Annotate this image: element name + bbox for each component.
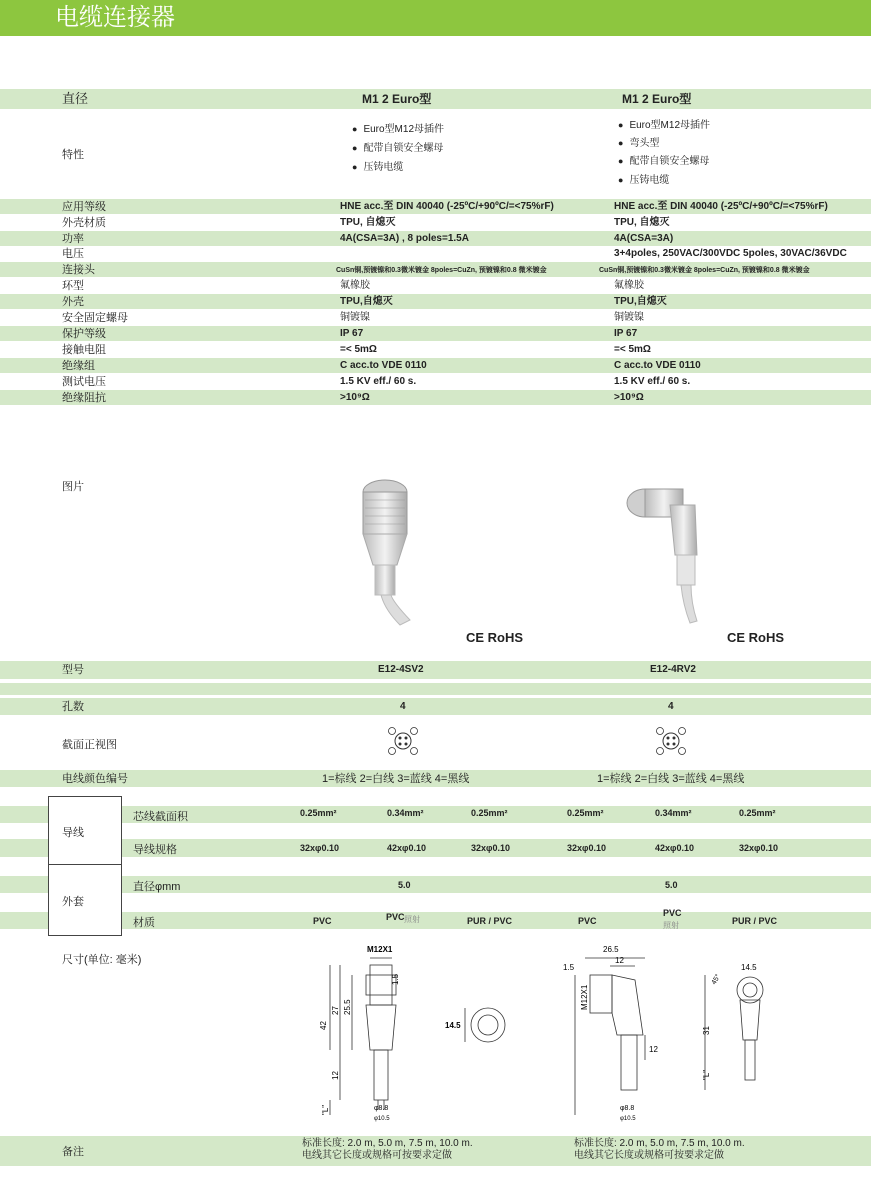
dim-text: 12 xyxy=(649,1045,658,1054)
spec-col1: IP 67 xyxy=(340,328,364,339)
spec-col2: TPU,自熄灭 xyxy=(614,296,667,307)
mat-value: 照射 xyxy=(663,921,679,930)
spec-label: 应用等级 xyxy=(62,201,106,213)
spec-value: 32xφ0.10 xyxy=(300,843,339,853)
dim-text: φ8.8 xyxy=(374,1105,389,1112)
spec-col1: 4A(CSA=3A) , 8 poles=1.5A xyxy=(340,233,469,244)
dimension-drawing-straight xyxy=(300,940,530,1130)
feature-item: ● 配带自锁安全螺母 xyxy=(618,154,709,169)
feature-item: ● 配带自锁安全螺母 xyxy=(352,141,443,156)
spec-label: 绝缘阻抗 xyxy=(62,392,106,404)
jacket-group-box xyxy=(48,864,122,936)
spec-label: 保护等级 xyxy=(62,328,106,340)
cross-value: 0.34mm² xyxy=(655,808,692,818)
feature-item: ● 压铸电缆 xyxy=(618,173,669,188)
cross-label: 芯线截面积 xyxy=(133,811,188,823)
spacer-row xyxy=(0,823,871,837)
jacket-label: 外套 xyxy=(62,896,84,908)
model-label: 型号 xyxy=(62,664,84,676)
spec-col2: =< 5mΩ xyxy=(614,344,651,355)
spec-label: 接触电阻 xyxy=(62,344,106,356)
spec-row xyxy=(0,342,871,357)
picture-label: 图片 xyxy=(62,481,84,493)
wire-group-box xyxy=(48,796,122,866)
wire-colors-label: 电线颜色编号 xyxy=(62,773,128,785)
mat-value: PUR / PVC xyxy=(467,916,513,926)
wire-colors-col2: 1=棕线 2=白线 3=蓝线 4=黑线 xyxy=(597,773,745,785)
mat-value: PUR / PVC xyxy=(732,916,778,926)
cross-value: 0.25mm² xyxy=(567,808,604,818)
diameter-col1: M1 2 Euro型 xyxy=(362,92,432,106)
dim-text: "L" xyxy=(702,1069,711,1080)
spec-col2: 3+4poles, 250VAC/300VDC 5poles, 30VAC/36VDC xyxy=(614,248,847,259)
features-row xyxy=(0,112,871,198)
page-title: 电缆连接器 xyxy=(55,4,175,31)
diameter-label: 直径 xyxy=(62,91,89,106)
pin-layout-icon xyxy=(385,725,421,757)
dimension-drawing-angled xyxy=(555,940,815,1130)
spec-label: 外壳 xyxy=(62,296,84,308)
dim-text: 42 xyxy=(319,1021,328,1030)
ce-rohs-mark: CE RoHS xyxy=(466,630,524,645)
spec-row xyxy=(0,262,871,277)
section-label: 截面正视图 xyxy=(62,739,117,751)
model-col2: E12-4RV2 xyxy=(650,664,696,675)
dim-text: 14.5 xyxy=(445,1021,461,1030)
spec-label: 导线规格 xyxy=(133,844,177,856)
feature-item: ● Euro型M12母插件 xyxy=(618,118,710,133)
cross-value: 0.34mm² xyxy=(387,808,424,818)
dim-text: 31 xyxy=(702,1026,711,1035)
pin-layout-icon xyxy=(653,725,689,757)
dim-text: 14.5 xyxy=(741,963,757,972)
spec-col2: 4A(CSA=3A) xyxy=(614,233,674,244)
spec-row xyxy=(0,231,871,246)
spec-row xyxy=(0,199,871,214)
spec-col2: >10⁹Ω xyxy=(614,392,644,403)
feature-item: ● 弯头型 xyxy=(618,136,659,151)
pins-col2: 4 xyxy=(668,701,674,712)
spec-row xyxy=(0,278,871,293)
model-col1: E12-4SV2 xyxy=(378,664,424,675)
mat-value: 照射 xyxy=(404,915,420,924)
spec-label: 安全固定螺母 xyxy=(62,312,128,324)
spec-value: 32xφ0.10 xyxy=(567,843,606,853)
spec-value: 32xφ0.10 xyxy=(739,843,778,853)
spec-row xyxy=(0,326,871,341)
dim-text: M12X1 xyxy=(367,945,393,954)
spec-label: 连接头 xyxy=(62,264,95,276)
connector-angled-photo xyxy=(615,475,725,625)
dia-row xyxy=(0,876,871,893)
mat-value: PVC xyxy=(663,908,682,918)
diameter-col2: M1 2 Euro型 xyxy=(622,92,692,106)
mat-label: 材质 xyxy=(133,917,155,929)
spec-col1: TPU,自熄灭 xyxy=(340,296,393,307)
dim-text: 12 xyxy=(331,1071,340,1080)
dim-text: φ10.5 xyxy=(374,1116,390,1122)
dim-text: 25.5 xyxy=(343,999,352,1015)
remark-line: 电线其它长度或规格可按要求定做 xyxy=(302,1150,452,1161)
spec-row xyxy=(0,215,871,230)
spec-col2: 氟橡胶 xyxy=(614,280,644,291)
spec-row xyxy=(0,246,871,261)
spec-row xyxy=(0,294,871,309)
feature-item: ● 压铸电缆 xyxy=(352,160,403,175)
wire-colors-row xyxy=(0,770,871,787)
remark-label: 备注 xyxy=(62,1146,84,1158)
remark-line: 标准长度: 2.0 m, 5.0 m, 7.5 m, 10.0 m. xyxy=(302,1138,473,1149)
spec-label: 绝缘组 xyxy=(62,360,95,372)
mat-value: PVC xyxy=(313,916,332,926)
spec-value: 42xφ0.10 xyxy=(655,843,694,853)
cross-value: 0.25mm² xyxy=(471,808,508,818)
spec-row xyxy=(0,374,871,389)
spec-label: 测试电压 xyxy=(62,376,106,388)
features-label: 特性 xyxy=(62,149,84,161)
spec-label: 电压 xyxy=(62,248,84,260)
dim-text: M12X1 xyxy=(580,984,589,1010)
remark-line: 电线其它长度或规格可按要求定做 xyxy=(574,1150,724,1161)
dims-label: 尺寸(单位: 毫米) xyxy=(62,954,142,966)
connector-straight-photo xyxy=(355,470,445,630)
spec-label: 外壳材质 xyxy=(62,217,106,229)
dia-value: 5.0 xyxy=(398,880,411,890)
wire-colors-col1: 1=棕线 2=白线 3=蓝线 4=黑线 xyxy=(322,773,470,785)
remark-row xyxy=(0,1136,871,1166)
dim-text: 1.5 xyxy=(563,963,575,972)
dim-text: φ10.5 xyxy=(620,1116,636,1122)
ce-rohs-mark: CE RoHS xyxy=(727,630,785,645)
spec-col2: HNE acc.至 DIN 40040 (-25ºC/+90ºC/=<75%rF) xyxy=(614,201,828,212)
spec-col1: TPU, 自熄灭 xyxy=(340,217,396,228)
spacer-row xyxy=(0,683,871,695)
spec-col2: 1.5 KV eff./ 60 s. xyxy=(614,376,691,387)
spec-col1: 铜镀镍 xyxy=(340,312,370,323)
pins-col1: 4 xyxy=(400,701,406,712)
spec-row xyxy=(0,310,871,325)
remark-line: 标准长度: 2.0 m, 5.0 m, 7.5 m, 10.0 m. xyxy=(574,1138,745,1149)
pins-label: 孔数 xyxy=(62,701,84,713)
spec-value: 32xφ0.10 xyxy=(471,843,510,853)
dim-text: 26.5 xyxy=(603,945,619,954)
dim-text: φ8.8 xyxy=(620,1105,635,1112)
cross-value: 0.25mm² xyxy=(739,808,776,818)
spec-col2: IP 67 xyxy=(614,328,638,339)
dim-text: 12 xyxy=(615,956,624,965)
spec-col1: >10⁹Ω xyxy=(340,392,370,403)
spec-row xyxy=(0,390,871,405)
mat-value: PVC xyxy=(578,916,597,926)
spec-col1: HNE acc.至 DIN 40040 (-25ºC/+90ºC/=<75%rF) xyxy=(340,201,554,212)
spec-col1: =< 5mΩ xyxy=(340,344,377,355)
wire-label: 导线 xyxy=(62,827,84,839)
spec-value: 42xφ0.10 xyxy=(387,843,426,853)
mat-value: PVC xyxy=(386,912,405,922)
spec-col1: 1.5 KV eff./ 60 s. xyxy=(340,376,417,387)
spec-row xyxy=(0,358,871,373)
spec-col1: CuSn铜,预镀镍和0.3微米镀金 8poles=CuZn, 预镀镍和0.8 微米镀金 xyxy=(336,267,547,274)
spec-col2: C acc.to VDE 0110 xyxy=(614,360,701,371)
pins-row xyxy=(0,698,871,715)
model-row xyxy=(0,661,871,679)
dim-text: 1.5 xyxy=(391,973,400,985)
dia-label: 直径φmm xyxy=(133,881,181,893)
spec-col2: TPU, 自熄灭 xyxy=(614,217,670,228)
spec-col2: CuSn铜,预镀镍和0.3微米镀金 8poles=CuZn, 预镀镍和0.8 微米镀金 xyxy=(599,267,810,274)
spec-col1: 氟橡胶 xyxy=(340,280,370,291)
dia-value: 5.0 xyxy=(665,880,678,890)
spec-col1: C acc.to VDE 0110 xyxy=(340,360,427,371)
dim-text: 45° xyxy=(710,973,723,986)
spec-col2: 铜镀镍 xyxy=(614,312,644,323)
diameter-row xyxy=(0,89,871,109)
spec-label: 环型 xyxy=(62,280,84,292)
spec-label: 功率 xyxy=(62,233,84,245)
cross-value: 0.25mm² xyxy=(300,808,337,818)
dim-text: "L" xyxy=(321,1104,330,1115)
feature-item: ● Euro型M12母插件 xyxy=(352,122,444,137)
dim-text: 27 xyxy=(331,1006,340,1015)
